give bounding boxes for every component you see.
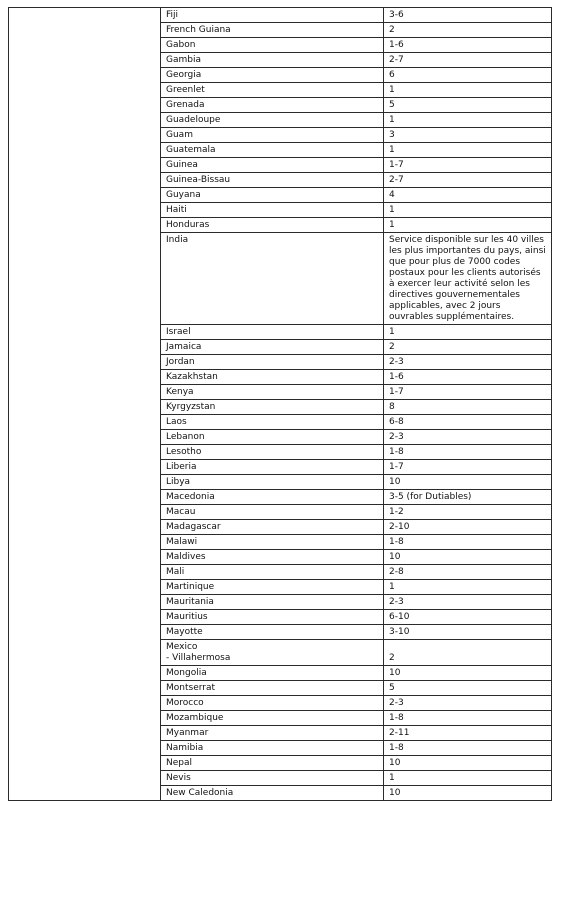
country-cell: Macedonia bbox=[161, 490, 384, 505]
country-cell: Liberia bbox=[161, 460, 384, 475]
empty-region-column bbox=[9, 8, 161, 801]
country-cell: New Caledonia bbox=[161, 786, 384, 801]
delivery-days-cell: 1-7 bbox=[384, 158, 552, 173]
delivery-days-cell: 10 bbox=[384, 475, 552, 490]
country-cell: Guatemala bbox=[161, 143, 384, 158]
country-cell: Martinique bbox=[161, 580, 384, 595]
country-cell: Kenya bbox=[161, 385, 384, 400]
delivery-days-cell: 1-8 bbox=[384, 445, 552, 460]
delivery-days-cell: 1-7 bbox=[384, 385, 552, 400]
delivery-times-table bbox=[8, 7, 552, 801]
country-cell: Mozambique bbox=[161, 711, 384, 726]
country-cell: India bbox=[161, 233, 384, 325]
delivery-days-cell: 6-10 bbox=[384, 610, 552, 625]
delivery-days-cell: 2-3 bbox=[384, 696, 552, 711]
delivery-days-cell: 2-8 bbox=[384, 565, 552, 580]
delivery-days-cell: 2 bbox=[384, 340, 552, 355]
country-cell: French Guiana bbox=[161, 23, 384, 38]
delivery-days-cell: 6-8 bbox=[384, 415, 552, 430]
country-cell: Grenada bbox=[161, 98, 384, 113]
delivery-days-cell: 2 bbox=[384, 23, 552, 38]
delivery-days-cell: 1 bbox=[384, 143, 552, 158]
delivery-days-cell: 1 bbox=[384, 325, 552, 340]
delivery-days-cell: 2-3 bbox=[384, 355, 552, 370]
delivery-days-cell: 8 bbox=[384, 400, 552, 415]
delivery-days-cell: 1-2 bbox=[384, 505, 552, 520]
delivery-days-cell: 1 bbox=[384, 113, 552, 128]
country-cell: Mauritania bbox=[161, 595, 384, 610]
delivery-days-cell: 1-8 bbox=[384, 535, 552, 550]
delivery-days-cell: 1 bbox=[384, 218, 552, 233]
country-cell: Kyrgyzstan bbox=[161, 400, 384, 415]
delivery-days-cell: Service disponible sur les 40 villes les plus importantes du pays, ainsi que pour plus de 7000 codes postaux pour les clients autorisés à exercer leur activité selon les directives gouvernementales applicables, avec 2 jours ouvrables supplémentaires. bbox=[384, 233, 552, 325]
delivery-days-cell: 1-6 bbox=[384, 38, 552, 53]
country-cell: Myanmar bbox=[161, 726, 384, 741]
country-cell: Nevis bbox=[161, 771, 384, 786]
delivery-days-cell: 2-10 bbox=[384, 520, 552, 535]
delivery-days-cell: 5 bbox=[384, 98, 552, 113]
country-cell: Jordan bbox=[161, 355, 384, 370]
country-cell: Namibia bbox=[161, 741, 384, 756]
country-cell: Laos bbox=[161, 415, 384, 430]
country-cell: Georgia bbox=[161, 68, 384, 83]
country-cell: Guinea bbox=[161, 158, 384, 173]
country-cell: Maldives bbox=[161, 550, 384, 565]
country-cell: Guam bbox=[161, 128, 384, 143]
delivery-days-cell: 5 bbox=[384, 681, 552, 696]
delivery-days-cell: 4 bbox=[384, 188, 552, 203]
delivery-days-cell: 3 bbox=[384, 128, 552, 143]
country-cell: Mexico - Villahermosa bbox=[161, 640, 384, 666]
delivery-days-cell: 10 bbox=[384, 756, 552, 771]
delivery-days-cell: 10 bbox=[384, 666, 552, 681]
country-cell: Nepal bbox=[161, 756, 384, 771]
delivery-days-cell: 2-7 bbox=[384, 53, 552, 68]
country-cell: Kazakhstan bbox=[161, 370, 384, 385]
delivery-days-cell: 3-5 (for Dutiables) bbox=[384, 490, 552, 505]
delivery-days-cell: 1-6 bbox=[384, 370, 552, 385]
delivery-days-cell: 1-8 bbox=[384, 741, 552, 756]
delivery-days-cell: 3-10 bbox=[384, 625, 552, 640]
delivery-days-cell: 3-6 bbox=[384, 8, 552, 23]
country-cell: Haiti bbox=[161, 203, 384, 218]
delivery-days-cell: 2-3 bbox=[384, 430, 552, 445]
country-cell: Gabon bbox=[161, 38, 384, 53]
delivery-days-cell: 1-8 bbox=[384, 711, 552, 726]
country-cell: Greenlet bbox=[161, 83, 384, 98]
delivery-days-cell: 1 bbox=[384, 580, 552, 595]
country-cell: Fiji bbox=[161, 8, 384, 23]
country-cell: Guadeloupe bbox=[161, 113, 384, 128]
table-row bbox=[9, 8, 552, 23]
delivery-days-cell: 10 bbox=[384, 550, 552, 565]
country-cell: Guinea-Bissau bbox=[161, 173, 384, 188]
country-cell: Lebanon bbox=[161, 430, 384, 445]
delivery-days-cell: 1 bbox=[384, 771, 552, 786]
country-cell: Gambia bbox=[161, 53, 384, 68]
delivery-days-cell: 2 bbox=[384, 640, 552, 666]
country-cell: Macau bbox=[161, 505, 384, 520]
country-cell: Madagascar bbox=[161, 520, 384, 535]
country-cell: Libya bbox=[161, 475, 384, 490]
country-cell: Israel bbox=[161, 325, 384, 340]
country-cell: Mongolia bbox=[161, 666, 384, 681]
country-cell: Honduras bbox=[161, 218, 384, 233]
delivery-days-cell: 1-7 bbox=[384, 460, 552, 475]
country-cell: Malawi bbox=[161, 535, 384, 550]
country-cell: Lesotho bbox=[161, 445, 384, 460]
country-cell: Morocco bbox=[161, 696, 384, 711]
country-cell: Jamaica bbox=[161, 340, 384, 355]
country-cell: Montserrat bbox=[161, 681, 384, 696]
delivery-days-cell: 6 bbox=[384, 68, 552, 83]
delivery-days-cell: 2-7 bbox=[384, 173, 552, 188]
delivery-days-cell: 2-11 bbox=[384, 726, 552, 741]
delivery-days-cell: 1 bbox=[384, 83, 552, 98]
delivery-days-cell: 10 bbox=[384, 786, 552, 801]
country-cell: Mali bbox=[161, 565, 384, 580]
country-cell: Guyana bbox=[161, 188, 384, 203]
delivery-days-cell: 1 bbox=[384, 203, 552, 218]
delivery-days-cell: 2-3 bbox=[384, 595, 552, 610]
country-cell: Mayotte bbox=[161, 625, 384, 640]
country-cell: Mauritius bbox=[161, 610, 384, 625]
